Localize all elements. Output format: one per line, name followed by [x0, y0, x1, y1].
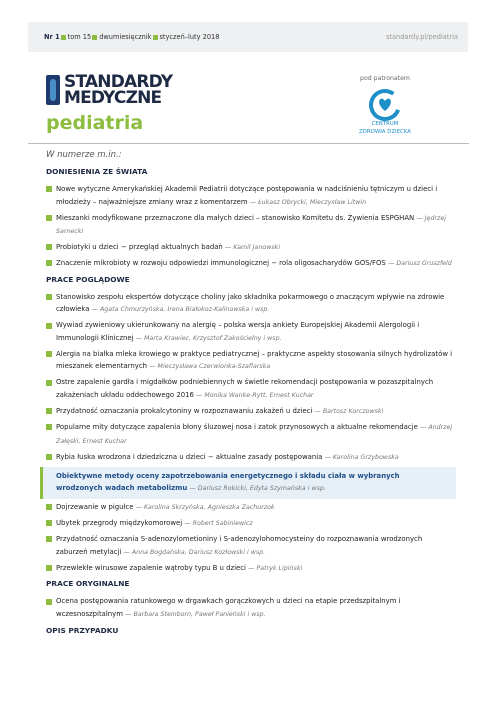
bullet-square-icon — [46, 244, 52, 250]
table-of-contents — [46, 148, 456, 642]
article-title: Wywiad zywieniowy ukierunkowany na alergię – polska wersja ankiety Europejskiej Akademii Alergologii i Immunologii Klinicznej — [56, 321, 420, 342]
journal-url[interactable]: standardy.pl/pediatria — [385, 33, 458, 41]
article-authors: — Robert Sabiniewicz — [184, 520, 253, 528]
bullet-square-icon — [46, 454, 52, 460]
article-title: Ubytek przegrody międzykomorowej — [56, 519, 183, 528]
article-title: Ostre zapalenie gardła i migdałków podniebiennych w świetle rekomendacji postępowania w pozaszpitalnych zakażeniach układu oddechowego 2016 — [56, 378, 434, 400]
article-title: Mieszanki modyfikowane przeznaczone dla małych dzieci – stanowisko Komitetu ds. Żywienia ESPGHAN — [56, 213, 415, 222]
bullet-square-icon — [46, 565, 52, 571]
article-title: Probiotyki u dzieci − przegląd aktualnych badań — [56, 243, 223, 252]
bullet-square-icon — [46, 504, 52, 510]
article-item[interactable] — [46, 257, 456, 271]
bullet-square-icon — [46, 424, 52, 430]
article-authors: — Anna Bogdańska, Dariusz Kozłowski i wsp. — [123, 548, 266, 556]
article-item[interactable] — [46, 376, 456, 402]
section-heading: DONIESIENIA ZE ŚWIATA — [46, 167, 148, 176]
article-title: Popularne mity dotyczące zapalenia błony śluzowej nosa i zatok przynosowych a aktualne rekomendacje — [56, 423, 418, 432]
article-authors: — Dariusz Gruszfeld — [387, 260, 452, 268]
article-authors: — Mieczysława Czerwionka-Szaflarska — [149, 363, 271, 371]
article-item[interactable] — [46, 421, 456, 448]
article-title: Przydatność oznaczania prokalcytoniny w rozpoznawaniu zakażeń u dzieci — [56, 407, 313, 416]
bullet-square-icon — [46, 215, 52, 221]
standardy-logo-icon — [46, 75, 60, 105]
article-authors: — Monika Wanke-Rytt, Ernest Kuchar — [196, 392, 314, 400]
article-title: Ocena postępowania ratunkowego w drgawkach gorączkowych u dzieci na etapie przedszpitalnym i wczesnoszpitalnym — [56, 597, 401, 618]
article-item[interactable] — [46, 241, 456, 255]
article-authors: — Patryk Lipiński — [248, 564, 303, 572]
article-authors: — Jędrzej Sarnecki — [56, 214, 446, 236]
article-item[interactable] — [46, 501, 456, 515]
article-item[interactable] — [46, 319, 456, 345]
article-item[interactable] — [46, 562, 456, 576]
article-item[interactable] — [46, 595, 456, 621]
bullet-square-icon — [46, 380, 52, 386]
bullet-square-icon — [46, 323, 52, 329]
header-divider — [28, 143, 469, 144]
article-authors: — Kamil Janowski — [224, 244, 281, 252]
volume: tom 15 — [67, 33, 92, 41]
patronage-label: pod patronatem — [360, 75, 410, 82]
article-item[interactable] — [46, 451, 456, 465]
article-authors: — Dariusz Rokicki, Edyta Szymańska i wsp. — [189, 485, 326, 493]
article-authors: — Karolina Grzybowska — [324, 453, 399, 461]
journal-title: pediatria — [46, 112, 144, 134]
bullet-square-icon — [46, 294, 52, 300]
brand-line-2: MEDYCZNE — [64, 88, 162, 108]
article-title: Przydatność oznaczania S-adenozylometioniny i S-adenozylohomocysteiny do rozpoznawania wrodzonych zaburzeń metylacji — [56, 535, 423, 556]
article-title: Stanowisko zespołu ekspertów dotyczące choliny jako składnika pokarmowego o znaczącym wpływie na zdrowie człowieka — [56, 292, 445, 314]
frequency: dwumiesięcznik — [99, 33, 152, 41]
section-heading: OPIS PRZYPADKU — [46, 625, 119, 635]
article-title: Dojrzewanie w pigułce — [56, 503, 134, 512]
issue-date: styczeń–luty 2018 — [159, 33, 220, 41]
bullet-square-icon — [46, 186, 52, 192]
article-title: Nowe wytyczne Amerykańskiej Akademii Pediatrii dotyczące postępowania w nadciśnieniu tętniczym u dzieci i młodzieży – najważniejsze zmiany wraz z komentarzem — [56, 185, 438, 206]
issue-info-bar — [28, 22, 468, 52]
bullet-square-icon — [46, 520, 52, 526]
separator-square-icon — [153, 35, 158, 40]
article-title: Rybia łuska wrodzona i dziedziczna u dzieci − aktualne zasady postępowania — [56, 452, 323, 461]
article-title: Alergia na białka mleka krowiego w praktyce pediatrycznej – praktyczne aspekty stosowania silnych hydrolizatów i mieszanek elementarnych — [56, 349, 453, 371]
article-item[interactable] — [46, 533, 456, 559]
article-item[interactable] — [46, 183, 456, 209]
bullet-square-icon — [46, 351, 52, 357]
separator-square-icon — [92, 35, 97, 40]
article-authors: — Bartosz Korczowski — [314, 408, 384, 416]
issue-number: Nr 1 — [44, 33, 60, 41]
bullet-square-icon — [46, 599, 52, 605]
article-item[interactable] — [46, 405, 456, 419]
article-authors: — Karolina Skrzyńska, Agnieszka Zachurzok — [135, 504, 275, 512]
article-item[interactable] — [46, 291, 456, 317]
article-authors: — Agata Chmurzyńska, Irena Białokoz-Kalinowska i wsp. — [91, 306, 270, 314]
toc-sections — [46, 166, 456, 636]
centrum-zdrowia-dziecka-logo-icon — [368, 88, 402, 122]
article-title: Znaczenie mikrobioty w rozwoju odpowiedzi immunologicznej − rola oligosacharydów GOS/FOS — [56, 259, 386, 268]
article-authors: — Łukasz Obrycki, Mieczysław Litwin — [249, 198, 367, 206]
section-heading: PRACE POGLĄDOWE — [46, 274, 130, 284]
bullet-square-icon — [46, 536, 52, 542]
article-item[interactable] — [46, 212, 456, 239]
brand-line-1: STANDARDY — [64, 72, 173, 92]
article-authors: — Barbara Steinborn, Paweł Panieński i wsp. — [125, 610, 266, 618]
bullet-square-icon — [46, 408, 52, 414]
article-authors: — Marta Krawiec, Krzysztof Zakościelny i wsp. — [135, 334, 282, 342]
article-item[interactable] — [46, 348, 456, 374]
section-heading: PRACE ORYGINALNE — [46, 579, 130, 589]
separator-square-icon — [61, 35, 66, 40]
bullet-square-icon — [46, 260, 52, 266]
patron-organization-name: CENTRUM ZDROWIA DZIECKA — [359, 121, 411, 135]
article-authors: — Andrzej Załęski, Ernest Kuchar — [56, 424, 453, 445]
article-title: Obiektywne metody oceny zapotrzebowania energetycznego i składu ciała w wybranych wrodzonych wadach metabolizmu — [56, 471, 400, 493]
article-title: Przewlekłe wirusowe zapalenie wątroby typu B u dzieci — [56, 563, 246, 572]
article-item[interactable] — [40, 467, 456, 499]
toc-intro: W numerze m.in.: — [46, 150, 122, 160]
article-item[interactable] — [46, 517, 456, 531]
